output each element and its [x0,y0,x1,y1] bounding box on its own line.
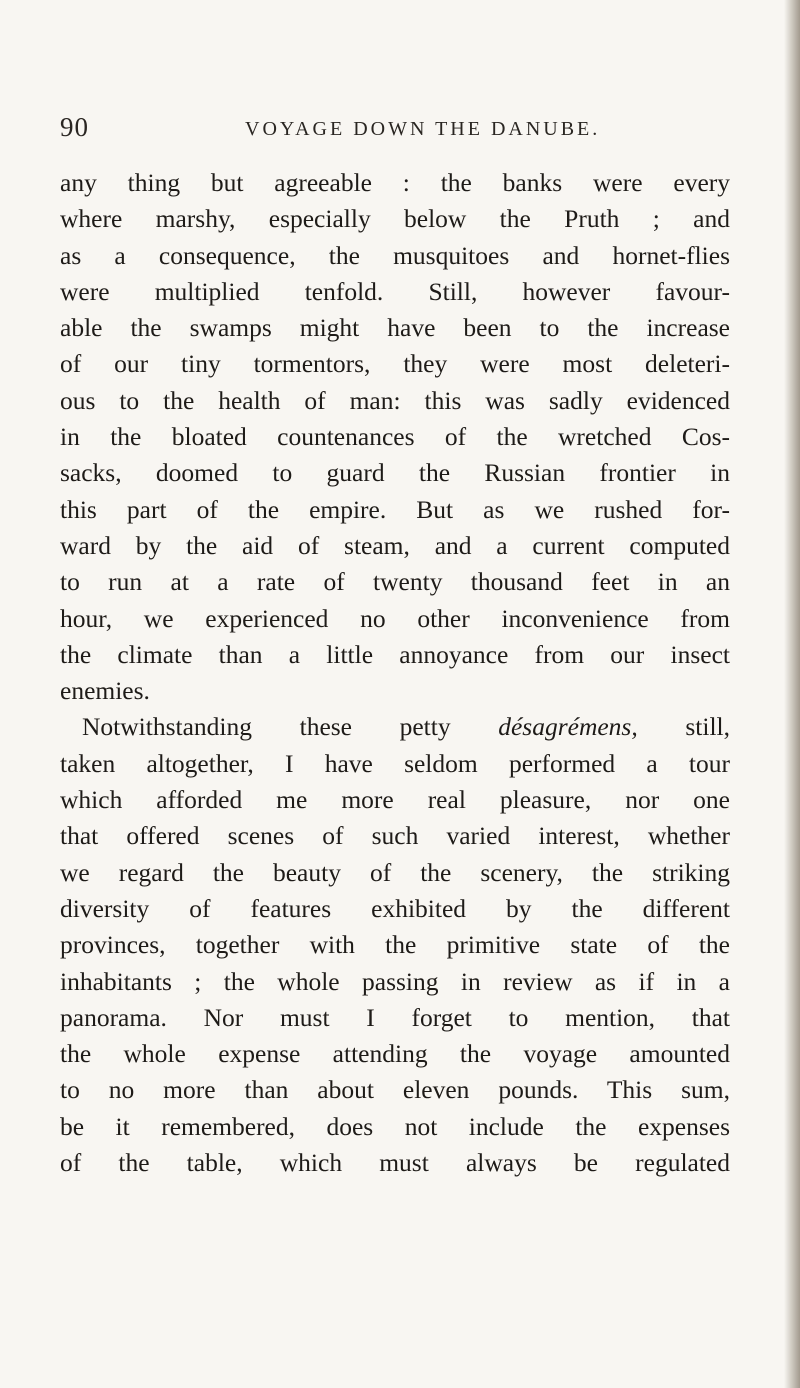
text-line: of the table, which must always be regulated [60,1148,730,1178]
running-head: VOYAGE DOWN THE DANUBE. [245,118,601,140]
text-line: able the swamps might have been to the increase [60,313,730,343]
text-line: that offered scenes of such varied interest, whether [60,821,730,851]
text-line: the climate than a little annoyance from our insect [60,639,730,669]
text-line: to no more than about eleven pounds. This sum, [60,1075,730,1105]
text-line: of our tiny tormentors, they were most deleteri- [60,349,730,379]
text-line: where marshy, especially below the Pruth ; and [60,204,730,234]
text-line: to run at a rate of twenty thousand feet in an [60,567,730,597]
italic-phrase: désagrémens, [498,712,638,742]
text-line: as a consequence, the musquitoes and hornet-flies [60,240,730,270]
text-line: be it remembered, does not include the expenses [60,1111,730,1141]
text-line: ous to the health of man: this was sadly evidenced [60,385,730,415]
text-line: diversity of features exhibited by the different [60,893,730,923]
text-line: provinces, together with the primitive state of the [60,930,730,960]
text-segment: Notwithstanding these petty [82,712,499,742]
body-text [60,165,730,1181]
text-line: inhabitants ; the whole passing in review as if in a [60,966,730,996]
text-line: any thing but agreeable : the banks were every [60,168,730,197]
page-edge-shadow [784,0,800,1388]
text-segment: still, [637,712,730,742]
text-line: enemies. [60,676,150,706]
text-line: which afforded me more real pleasure, nor one [60,785,730,815]
text-line: panorama. Nor must I forget to mention, that [60,1002,730,1032]
paragraph-start-line [60,709,730,745]
text-line: the whole expense attending the voyage amounted [60,1039,730,1069]
page-number: 90 [60,112,89,142]
text-line: in the bloated countenances of the wretched Cos- [60,422,730,452]
text-line: ward by the aid of steam, and a current computed [60,530,730,560]
text-line: taken altogether, I have seldom performed a tour [60,748,730,778]
text-line: we regard the beauty of the scenery, the striking [60,857,730,887]
text-line: this part of the empire. But as we rushed for- [60,494,730,524]
text-line: hour, we experienced no other inconvenience from [60,603,730,633]
text-line: sacks, doomed to guard the Russian frontier in [60,458,730,488]
text-line: were multiplied tenfold. Still, however favour- [60,276,730,306]
